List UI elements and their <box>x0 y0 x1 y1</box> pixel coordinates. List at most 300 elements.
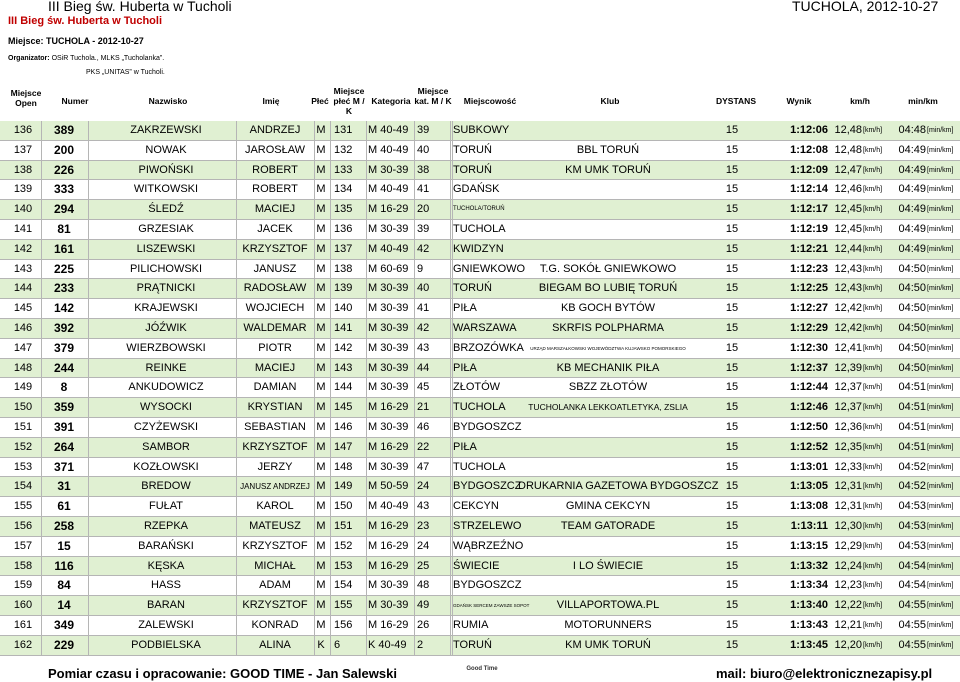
cell-psex: 6 <box>334 638 341 651</box>
cell-pcat: 40 <box>417 143 430 156</box>
column-divider <box>314 161 315 181</box>
cell-city: CEKCYN <box>453 500 499 513</box>
cell-kmh: 12,44 <box>834 242 862 255</box>
cell-dist: 15 <box>725 361 739 374</box>
column-divider <box>450 497 451 517</box>
table-row <box>0 240 960 260</box>
unit-kmh: [km/h] <box>863 463 883 471</box>
column-divider <box>450 141 451 161</box>
column-divider <box>414 458 415 478</box>
column-divider <box>414 418 415 438</box>
column-divider <box>330 537 331 557</box>
column-divider <box>88 497 89 517</box>
cell-place: 154 <box>13 480 33 493</box>
cell-cat: M 30-39 <box>368 381 409 394</box>
cell-time: 1:13:05 <box>790 480 828 493</box>
table-row <box>0 557 960 577</box>
column-divider <box>452 517 453 537</box>
cell-surname: RZEPKA <box>143 519 188 532</box>
column-divider <box>366 596 367 616</box>
cell-cat: M 30-39 <box>368 163 409 176</box>
table-row <box>0 418 960 438</box>
cell-city: TORUŃ <box>453 638 492 651</box>
column-divider <box>450 576 451 596</box>
cell-minkm: 04:55 <box>898 638 926 651</box>
column-divider <box>452 378 453 398</box>
column-divider <box>452 418 453 438</box>
cell-dist: 15 <box>725 321 739 334</box>
column-divider <box>452 319 453 339</box>
column-divider <box>414 497 415 517</box>
column-divider <box>41 576 42 596</box>
cell-psex: 132 <box>334 143 353 156</box>
column-divider <box>330 200 331 220</box>
column-divider <box>314 537 315 557</box>
cell-cat: M 40-49 <box>368 124 409 136</box>
cell-pcat: 26 <box>417 618 430 631</box>
cell-city: TUCHOLA <box>453 460 506 473</box>
cell-kmh: 12,30 <box>834 519 862 532</box>
unit-minkm: [min/km] <box>927 146 954 154</box>
column-divider <box>314 141 315 161</box>
column-divider <box>452 616 453 636</box>
unit-kmh: [km/h] <box>863 443 883 451</box>
cell-city: GDAŃSK <box>453 183 500 196</box>
cell-city: KWIDZYN <box>453 242 504 255</box>
cell-cat: M 30-39 <box>368 599 409 612</box>
unit-kmh: [km/h] <box>863 186 883 194</box>
column-divider <box>88 121 89 141</box>
cell-cat: M 16-29 <box>368 618 409 631</box>
column-divider <box>88 576 89 596</box>
cell-dist: 15 <box>725 262 739 275</box>
column-divider <box>414 576 415 596</box>
column-divider <box>450 161 451 181</box>
cell-kmh: 12,42 <box>834 321 862 334</box>
column-divider <box>450 517 451 537</box>
cell-city: RUMIA <box>453 618 489 631</box>
table-row <box>0 121 960 141</box>
cell-club: KM UMK TORUŃ <box>565 163 651 176</box>
cell-city: STRZELEWO <box>453 519 522 532</box>
column-divider <box>330 517 331 537</box>
unit-minkm: [min/km] <box>927 423 954 431</box>
cell-pcat: 20 <box>417 203 430 216</box>
organizer-line <box>8 55 164 62</box>
column-divider <box>414 398 415 418</box>
column-divider <box>41 517 42 537</box>
column-divider <box>450 438 451 458</box>
column-divider <box>450 180 451 200</box>
column-divider <box>41 596 42 616</box>
cell-name: JANUSZ <box>253 262 297 275</box>
cell-city: ŚWIECIE <box>453 559 500 572</box>
cell-time: 1:12:09 <box>790 163 828 176</box>
column-divider <box>452 240 453 260</box>
unit-minkm: [min/km] <box>927 186 954 194</box>
column-divider <box>330 477 331 497</box>
unit-minkm: [min/km] <box>927 344 954 352</box>
cell-place: 161 <box>13 618 33 631</box>
cell-city: TUCHOLA <box>453 401 506 414</box>
cell-pcat: 41 <box>417 183 430 196</box>
column-divider <box>414 438 415 458</box>
unit-minkm: [min/km] <box>927 364 954 372</box>
cell-place: 139 <box>13 183 33 196</box>
cell-surname: BARAŃSKI <box>138 539 194 552</box>
column-divider <box>314 398 315 418</box>
column-divider <box>314 319 315 339</box>
cell-surname: FUŁAT <box>148 500 184 513</box>
cell-pcat: 25 <box>417 559 430 572</box>
cell-kmh: 12,39 <box>834 361 862 374</box>
cell-place: 148 <box>13 361 33 374</box>
column-divider <box>414 339 415 359</box>
cell-time: 1:12:25 <box>790 282 828 295</box>
cell-sex: M <box>316 203 326 216</box>
unit-kmh: [km/h] <box>863 344 883 352</box>
unit-minkm: [min/km] <box>927 621 954 629</box>
column-divider <box>450 458 451 478</box>
cell-cat: M 40-49 <box>368 242 409 255</box>
column-divider <box>236 378 237 398</box>
cell-place: 160 <box>13 599 33 612</box>
column-divider <box>414 378 415 398</box>
cell-time: 1:12:14 <box>790 183 828 196</box>
cell-kmh: 12,47 <box>834 163 862 176</box>
cell-sex: M <box>316 618 326 631</box>
footer-timing: Pomiar czasu i opracowanie: GOOD TIME - Jan Salewski <box>48 666 397 681</box>
cell-num: 84 <box>57 578 71 593</box>
cell-num: 333 <box>53 182 75 197</box>
column-divider <box>452 299 453 319</box>
column-divider <box>88 220 89 240</box>
column-divider <box>88 418 89 438</box>
cell-num: 392 <box>53 320 75 335</box>
cell-surname: REINKE <box>145 361 187 374</box>
unit-minkm: [min/km] <box>927 463 954 471</box>
cell-sex: M <box>316 579 326 592</box>
cell-dist: 15 <box>725 480 739 493</box>
cell-time: 1:12:46 <box>790 401 828 414</box>
unit-minkm: [min/km] <box>927 562 954 570</box>
table-row <box>0 319 960 339</box>
unit-minkm: [min/km] <box>927 166 954 174</box>
cell-cat: K 40-49 <box>368 638 407 651</box>
column-divider <box>41 339 42 359</box>
cell-name: JERZY <box>257 460 293 473</box>
cell-name: KRZYSZTOF <box>242 599 308 612</box>
column-divider <box>366 220 367 240</box>
table-row <box>0 141 960 161</box>
cell-name: WALDEMAR <box>243 321 307 334</box>
cell-psex: 150 <box>334 500 353 513</box>
unit-kmh: [km/h] <box>863 621 883 629</box>
cell-minkm: 04:50 <box>898 341 926 354</box>
cell-sex: M <box>316 282 326 295</box>
column-divider <box>414 557 415 577</box>
cell-cat: M 40-49 <box>368 143 409 156</box>
column-divider <box>452 200 453 220</box>
cell-sex: M <box>316 519 326 532</box>
cell-pcat: 46 <box>417 420 430 433</box>
unit-kmh: [km/h] <box>863 206 883 214</box>
column-divider <box>41 200 42 220</box>
cell-minkm: 04:55 <box>898 618 926 631</box>
cell-time: 1:13:43 <box>790 618 828 631</box>
unit-kmh: [km/h] <box>863 483 883 491</box>
unit-minkm: [min/km] <box>927 404 954 412</box>
cell-dist: 15 <box>725 401 739 414</box>
cell-sex: M <box>316 480 326 493</box>
column-divider <box>330 220 331 240</box>
cell-place: 142 <box>13 242 33 255</box>
column-divider <box>414 517 415 537</box>
cell-cat: M 40-49 <box>368 183 409 196</box>
cell-kmh: 12,45 <box>834 203 862 216</box>
cell-psex: 139 <box>334 282 353 295</box>
column-divider <box>314 636 315 656</box>
column-divider <box>450 220 451 240</box>
column-divider <box>452 398 453 418</box>
cell-cat: M 16-29 <box>368 440 409 453</box>
cell-dist: 15 <box>725 242 739 255</box>
cell-surname: ANKUDOWICZ <box>128 381 204 394</box>
column-divider <box>236 141 237 161</box>
column-divider <box>330 141 331 161</box>
column-divider <box>330 240 331 260</box>
cell-minkm: 04:49 <box>898 203 926 216</box>
column-divider <box>330 418 331 438</box>
unit-minkm: [min/km] <box>927 305 954 313</box>
cell-time: 1:12:30 <box>790 341 828 354</box>
cell-name: MICHAŁ <box>254 559 296 572</box>
cell-surname: NOWAK <box>145 143 187 156</box>
cell-surname: LISZEWSKI <box>136 242 196 255</box>
column-divider <box>330 378 331 398</box>
column-divider <box>41 319 42 339</box>
cell-sex: M <box>316 401 326 414</box>
unit-minkm: [min/km] <box>927 503 954 511</box>
column-divider <box>236 458 237 478</box>
cell-sex: M <box>316 321 326 334</box>
cell-num: 389 <box>53 123 75 137</box>
cell-city: PIŁA <box>453 302 477 315</box>
column-divider <box>314 616 315 636</box>
column-divider <box>450 398 451 418</box>
unit-kmh: [km/h] <box>863 146 883 154</box>
cell-dist: 15 <box>725 420 739 433</box>
column-divider <box>236 576 237 596</box>
cell-minkm: 04:51 <box>898 401 926 414</box>
cell-place: 152 <box>13 440 33 453</box>
column-divider <box>414 279 415 299</box>
column-divider <box>88 517 89 537</box>
column-divider <box>452 458 453 478</box>
column-divider <box>452 141 453 161</box>
cell-pcat: 21 <box>417 401 430 414</box>
cell-time: 1:12:37 <box>790 361 828 374</box>
unit-minkm: [min/km] <box>927 582 954 590</box>
column-divider <box>366 636 367 656</box>
unit-kmh: [km/h] <box>863 423 883 431</box>
cell-name: KAROL <box>256 500 294 513</box>
column-divider <box>330 458 331 478</box>
cell-time: 1:12:50 <box>790 420 828 433</box>
cell-place: 155 <box>13 500 33 513</box>
cell-sex: M <box>316 440 326 453</box>
cell-pcat: 38 <box>417 163 430 176</box>
column-divider <box>88 279 89 299</box>
cell-dist: 15 <box>725 381 739 394</box>
column-divider <box>366 517 367 537</box>
cell-surname: WYSOCKI <box>140 401 192 414</box>
cell-name: JAROSŁAW <box>244 143 306 156</box>
cell-place: 143 <box>13 262 33 275</box>
column-divider <box>41 418 42 438</box>
place-label: Miejsce: <box>8 36 44 46</box>
cell-name: ROBERT <box>252 183 298 196</box>
column-divider <box>41 616 42 636</box>
cell-city: TORUŃ <box>453 163 492 176</box>
unit-kmh: [km/h] <box>863 503 883 511</box>
column-divider <box>366 339 367 359</box>
cell-psex: 134 <box>334 183 353 196</box>
column-divider <box>452 477 453 497</box>
cell-kmh: 12,24 <box>834 559 862 572</box>
cell-minkm: 04:52 <box>898 460 926 473</box>
results-table <box>0 121 960 656</box>
cell-psex: 141 <box>334 321 353 334</box>
cell-place: 137 <box>13 143 33 156</box>
cell-minkm: 04:49 <box>898 183 926 196</box>
cell-pcat: 9 <box>417 262 424 275</box>
cell-minkm: 04:50 <box>898 262 926 275</box>
cell-kmh: 12,33 <box>834 460 862 473</box>
cell-psex: 151 <box>334 519 353 532</box>
column-divider <box>41 359 42 379</box>
column-divider <box>366 458 367 478</box>
cell-city: GNIEWKOWO <box>453 262 526 275</box>
cell-sex: M <box>316 599 326 612</box>
cell-psex: 152 <box>334 539 353 552</box>
cell-club: TEAM GATORADE <box>560 519 656 532</box>
column-divider <box>452 180 453 200</box>
column-divider <box>450 616 451 636</box>
cell-place: 158 <box>13 559 33 572</box>
cell-kmh: 12,35 <box>834 440 862 453</box>
column-divider <box>88 537 89 557</box>
column-divider <box>41 161 42 181</box>
col-name: Imię <box>262 96 280 106</box>
column-divider <box>366 299 367 319</box>
col-kmh: km/h <box>850 96 870 106</box>
cell-sex: M <box>316 124 326 136</box>
column-divider <box>414 180 415 200</box>
col-distance: DYSTANS <box>716 96 756 106</box>
cell-surname: ZAKRZEWSKI <box>130 124 202 136</box>
cell-surname: ŚLEDŹ <box>148 203 184 216</box>
column-divider <box>41 220 42 240</box>
column-divider <box>330 121 331 141</box>
cell-cat: M 16-29 <box>368 401 409 414</box>
cell-club: KM UMK TORUŃ <box>565 638 651 651</box>
unit-kmh: [km/h] <box>863 542 883 550</box>
cell-dist: 15 <box>725 183 739 196</box>
results-title: III Bieg św. Huberta w Tucholi <box>8 15 163 27</box>
cell-time: 1:12:17 <box>790 203 828 216</box>
column-divider <box>450 378 451 398</box>
cell-name: KRZYSZTOF <box>242 242 308 255</box>
column-divider <box>330 616 331 636</box>
cell-minkm: 04:50 <box>898 361 926 374</box>
col-surname: Nazwisko <box>148 96 188 106</box>
cell-city: GDAŃSK SERCEM ZAWSZE SOPOT <box>453 603 530 609</box>
cell-name: JANUSZ ANDRZEJ <box>240 482 310 492</box>
column-divider <box>88 636 89 656</box>
cell-name: SEBASTIAN <box>244 420 306 433</box>
cell-pcat: 42 <box>417 242 430 255</box>
cell-name: KONRAD <box>251 618 299 631</box>
column-divider <box>236 557 237 577</box>
cell-psex: 155 <box>334 599 353 612</box>
column-divider <box>314 596 315 616</box>
cell-surname: WIERZBOWSKI <box>126 341 206 354</box>
header-event-title: III Bieg św. Huberta w Tucholi <box>48 0 232 14</box>
cell-sex: M <box>316 361 326 374</box>
cell-num: 379 <box>53 340 75 355</box>
column-divider <box>88 616 89 636</box>
column-divider <box>41 636 42 656</box>
column-divider <box>330 438 331 458</box>
column-divider <box>236 596 237 616</box>
cell-cat: M 50-59 <box>368 480 409 493</box>
good-time-logo: Good Time <box>466 666 498 672</box>
cell-kmh: 12,23 <box>834 579 862 592</box>
column-divider <box>452 497 453 517</box>
unit-kmh: [km/h] <box>863 285 883 293</box>
cell-time: 1:13:01 <box>790 460 828 473</box>
cell-time: 1:12:27 <box>790 302 828 315</box>
column-divider <box>88 477 89 497</box>
cell-dist: 15 <box>725 440 739 453</box>
column-divider <box>414 220 415 240</box>
unit-minkm: [min/km] <box>927 225 954 233</box>
cell-cat: M 16-29 <box>368 539 409 552</box>
cell-pcat: 43 <box>417 341 430 354</box>
cell-num: 226 <box>53 162 75 177</box>
cell-kmh: 12,48 <box>834 124 862 136</box>
unit-minkm: [min/km] <box>927 206 954 214</box>
cell-psex: 131 <box>334 124 353 136</box>
unit-kmh: [km/h] <box>863 324 883 332</box>
column-divider <box>366 418 367 438</box>
cell-dist: 15 <box>725 124 739 136</box>
cell-name: MATEUSZ <box>249 519 301 532</box>
column-divider <box>236 121 237 141</box>
column-divider <box>314 438 315 458</box>
cell-sex: M <box>316 183 326 196</box>
cell-sex: M <box>316 302 326 315</box>
cell-surname: PILICHOWSKI <box>129 262 203 275</box>
cell-cat: M 30-39 <box>368 341 409 354</box>
cell-time: 1:13:11 <box>790 519 828 532</box>
column-divider <box>88 339 89 359</box>
cell-minkm: 04:49 <box>898 242 926 255</box>
column-divider <box>452 279 453 299</box>
column-divider <box>314 418 315 438</box>
unit-minkm: [min/km] <box>927 443 954 451</box>
